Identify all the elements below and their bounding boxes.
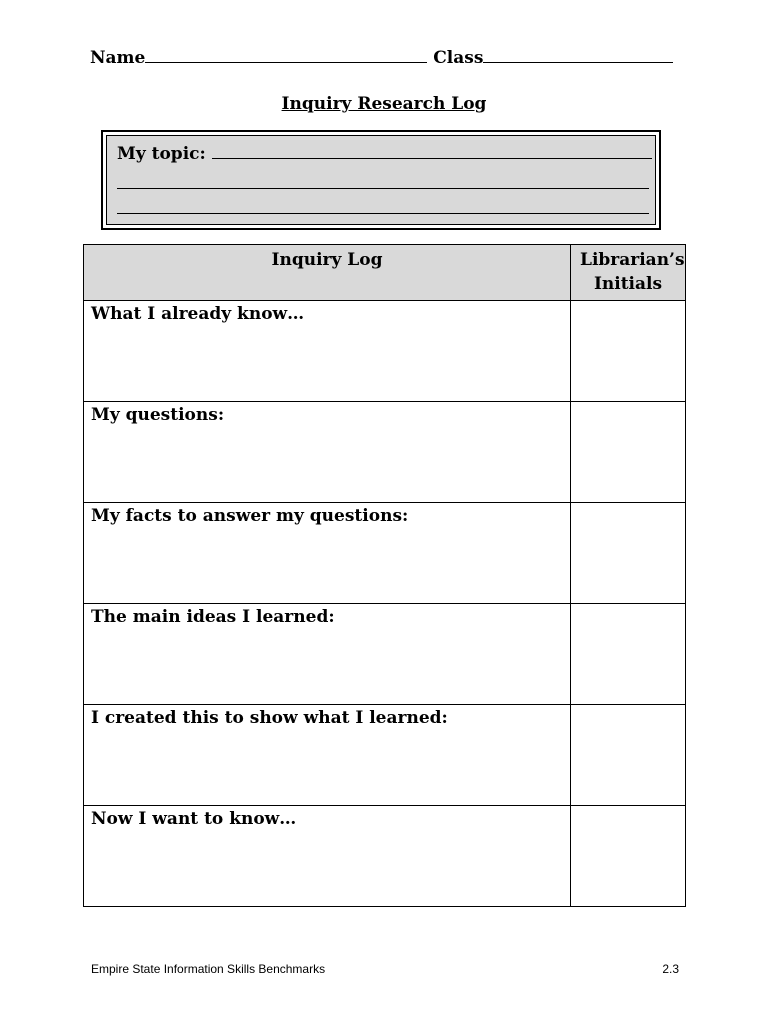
initials-cell[interactable]: [571, 301, 686, 402]
initials-cell[interactable]: [571, 705, 686, 806]
page-title: Inquiry Research Log: [281, 94, 487, 114]
name-blank[interactable]: [145, 46, 427, 63]
topic-box: [101, 130, 661, 230]
table-header-row: [84, 245, 686, 301]
topic-blank-3[interactable]: [117, 189, 649, 214]
prompt-my-facts[interactable]: My facts to answer my questions:: [84, 503, 571, 604]
topic-box-inner: [106, 135, 656, 225]
page-footer: [91, 962, 679, 976]
table-row: [84, 402, 686, 503]
header-inquiry-log: Inquiry Log: [84, 245, 571, 301]
footer-page-number: 2.3: [662, 962, 679, 976]
topic-row: [117, 142, 645, 164]
initials-cell[interactable]: [571, 402, 686, 503]
prompt-created-this[interactable]: I created this to show what I learned:: [84, 705, 571, 806]
topic-label: My topic:: [117, 144, 206, 164]
prompt-want-to-know[interactable]: Now I want to know…: [84, 806, 571, 907]
table-row: [84, 503, 686, 604]
footer-source: Empire State Information Skills Benchmarks: [91, 962, 326, 976]
table-row: [84, 705, 686, 806]
inquiry-log-table: [83, 244, 686, 907]
class-label: Class: [433, 48, 484, 68]
table-row: [84, 604, 686, 705]
name-label: Name: [90, 48, 146, 68]
header-librarian-initials: [571, 245, 686, 301]
name-class-row: [90, 46, 680, 68]
topic-blank-2[interactable]: [117, 164, 649, 189]
table-row: [84, 301, 686, 402]
prompt-already-know[interactable]: What I already know…: [84, 301, 571, 402]
class-blank[interactable]: [483, 46, 673, 63]
prompt-main-ideas[interactable]: The main ideas I learned:: [84, 604, 571, 705]
initials-cell[interactable]: [571, 806, 686, 907]
initials-cell[interactable]: [571, 604, 686, 705]
header-librarian-initials-text: Librarian’s Initials: [580, 250, 685, 294]
topic-blank-1[interactable]: [212, 142, 652, 159]
prompt-my-questions[interactable]: My questions:: [84, 402, 571, 503]
table-row: [84, 806, 686, 907]
initials-cell[interactable]: [571, 503, 686, 604]
